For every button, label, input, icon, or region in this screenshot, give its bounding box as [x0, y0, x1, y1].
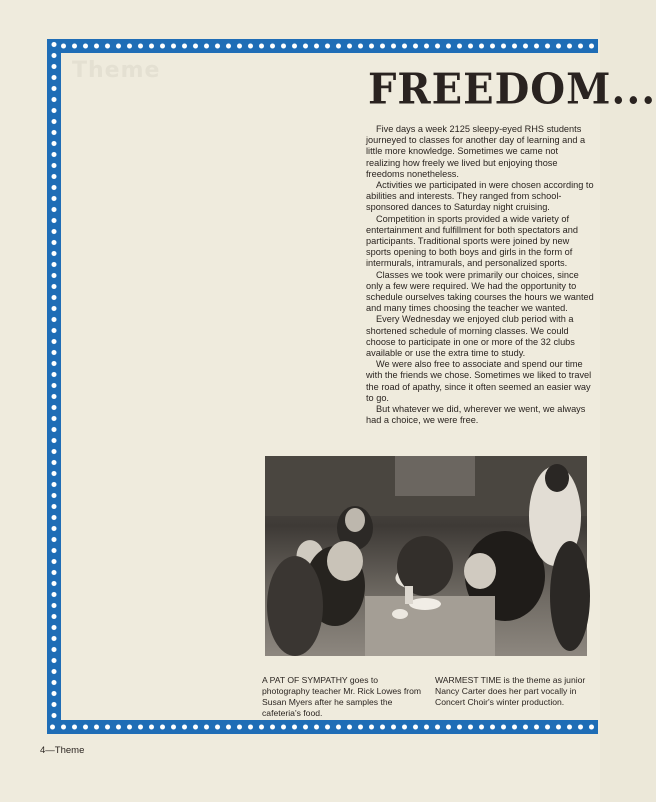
star-border-top: [47, 39, 598, 53]
caption-right: WARMEST TIME is the theme as junior Nancy Carter does her part vocally in Concert Choir's winter production.: [435, 675, 586, 707]
headline: FREEDOM...: [368, 64, 656, 115]
paragraph: We were also free to associate and spend our time with the friends we chose. Sometimes we liked to travel the road of apathy, since it often seemed an easier way to go.: [366, 359, 592, 403]
photo-illustration: [265, 456, 587, 656]
paragraph: Classes we took were primarily our choices, since only a few were required. We had the opportunity to schedule ourselves taking courses the hours we wanted and many times choosing the teacher we wanted.: [366, 269, 594, 314]
paragraph: Competition in sports provided a wide variety of entertainment and fulfillment for both spectators and participants. Traditional sports were joined by new sports opening to both boys and girls in the form of intermurals, intramurals, and personalized sports.: [366, 213, 578, 269]
body-copy: [366, 124, 594, 426]
star-border-bottom: [47, 720, 598, 734]
ghost-text: Theme: [72, 58, 161, 83]
star-border-left: [47, 39, 61, 734]
paragraph: Activities we participated in were chosen according to abilities and interests. They ranged from school-sponsored dances to Saturday night cruising.: [366, 180, 594, 213]
caption-left: A PAT OF SYMPATHY goes to photography teacher Mr. Rick Lowes from Susan Myers after he samples the cafeteria's food.: [262, 675, 422, 718]
paragraph: Five days a week 2125 sleepy-eyed RHS students journeyed to classes for another day of learning and a little more knowledge. Sometimes we came not realizing how freely we lived but enjoying those freedoms nonetheless.: [366, 124, 586, 179]
page-folio: 4—Theme: [40, 745, 85, 756]
paragraph: But whatever we did, wherever we went, we always had a choice, we were free.: [366, 404, 586, 426]
cafeteria-photo: [265, 456, 587, 656]
paragraph: Every Wednesday we enjoyed club period with a shortened schedule of morning classes. We could choose to participate in one or more of the 32 clubs available or use the extra time to study.: [366, 314, 575, 359]
